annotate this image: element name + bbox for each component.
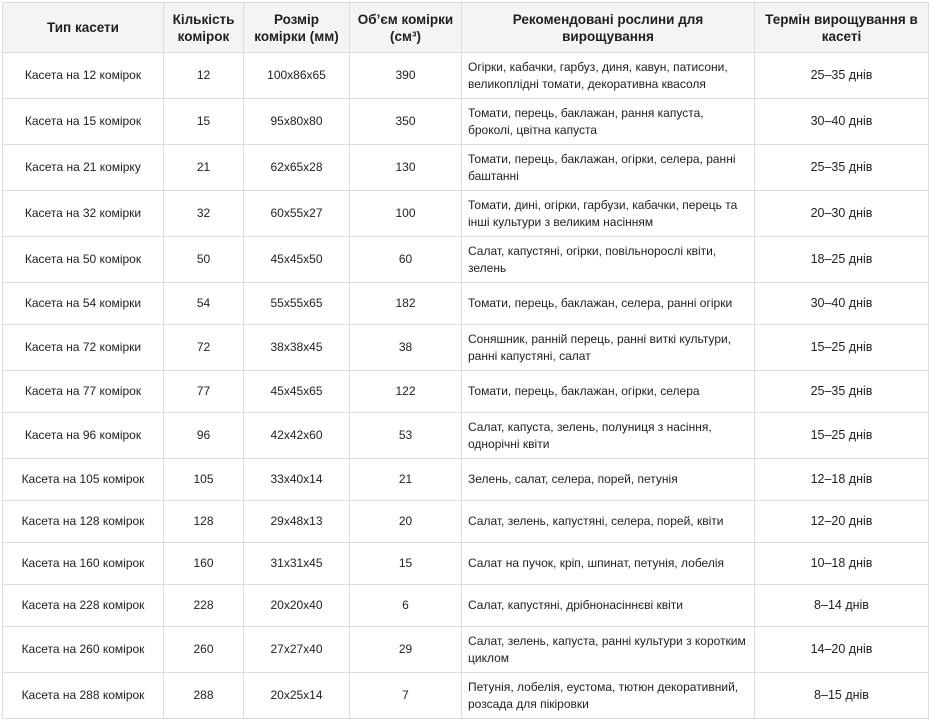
cell-volume: 100	[350, 191, 462, 237]
table-row	[3, 283, 929, 325]
cell-plants: Томати, перець, баклажан, рання капуста, броколі, цвітна капуста	[462, 99, 755, 145]
cell-size: 55x55x65	[244, 283, 350, 325]
cell-plants: Салат, капустяні, дрібнонасіннєві квіти	[462, 585, 755, 627]
cell-term: 30–40 днів	[755, 283, 929, 325]
cell-size: 100x86x65	[244, 53, 350, 99]
header-cell-count: Кількість комірок	[164, 3, 244, 53]
cell-volume: 350	[350, 99, 462, 145]
cell-plants: Салат, зелень, капустяні, селера, порей, квіти	[462, 501, 755, 543]
table-row	[3, 413, 929, 459]
cell-size: 33x40x14	[244, 459, 350, 501]
cell-term: 25–35 днів	[755, 371, 929, 413]
cell-size: 29x48x13	[244, 501, 350, 543]
table-row	[3, 585, 929, 627]
cell-plants: Соняшник, ранній перець, ранні виткі культури, ранні капустяні, салат	[462, 325, 755, 371]
cell-volume: 6	[350, 585, 462, 627]
cell-term: 8–15 днів	[755, 673, 929, 719]
cell-cassette-type: Касета на 228 комірок	[3, 585, 164, 627]
cell-size: 20x25x14	[244, 673, 350, 719]
cell-cassette-type: Касета на 77 комірок	[3, 371, 164, 413]
cell-cassette-type: Касета на 15 комірок	[3, 99, 164, 145]
table-row	[3, 371, 929, 413]
cell-count: 21	[164, 145, 244, 191]
cell-size: 95x80x80	[244, 99, 350, 145]
header-cassette-type: Тип касети	[3, 3, 164, 53]
cell-cassette-type: Касета на 32 комірки	[3, 191, 164, 237]
cell-cassette-type: Касета на 96 комірок	[3, 413, 164, 459]
cell-plants: Томати, перець, баклажан, огірки, селера, ранні баштанні	[462, 145, 755, 191]
cell-cassette-type: Касета на 54 комірки	[3, 283, 164, 325]
cell-size: 60x55x27	[244, 191, 350, 237]
cell-count: 54	[164, 283, 244, 325]
cell-term: 12–20 днів	[755, 501, 929, 543]
cell-plants: Томати, перець, баклажан, селера, ранні огірки	[462, 283, 755, 325]
cell-term: 8–14 днів	[755, 585, 929, 627]
table-row	[3, 459, 929, 501]
cell-count: 160	[164, 543, 244, 585]
cell-cassette-type: Касета на 105 комірок	[3, 459, 164, 501]
cell-term: 18–25 днів	[755, 237, 929, 283]
cell-size: 31x31x45	[244, 543, 350, 585]
cell-volume: 38	[350, 325, 462, 371]
cell-volume: 390	[350, 53, 462, 99]
table-row	[3, 627, 929, 673]
table-row	[3, 99, 929, 145]
cell-count: 77	[164, 371, 244, 413]
cell-size: 42x42x60	[244, 413, 350, 459]
cell-term: 30–40 днів	[755, 99, 929, 145]
header-cell-size: Розмір комірки (мм)	[244, 3, 350, 53]
cell-term: 20–30 днів	[755, 191, 929, 237]
cell-cassette-type: Касета на 21 комірку	[3, 145, 164, 191]
table-row	[3, 191, 929, 237]
cell-count: 12	[164, 53, 244, 99]
cell-size: 27x27x40	[244, 627, 350, 673]
cell-volume: 122	[350, 371, 462, 413]
cell-count: 228	[164, 585, 244, 627]
cell-cassette-type: Касета на 72 комірки	[3, 325, 164, 371]
cassette-table	[2, 2, 929, 719]
cell-size: 45x45x65	[244, 371, 350, 413]
table-row	[3, 673, 929, 719]
cell-plants: Петунія, лобелія, еустома, тютюн декоративний, розсада для пікіровки	[462, 673, 755, 719]
cell-volume: 21	[350, 459, 462, 501]
cell-size: 45x45x50	[244, 237, 350, 283]
cell-cassette-type: Касета на 12 комірок	[3, 53, 164, 99]
cell-count: 50	[164, 237, 244, 283]
cell-cassette-type: Касета на 50 комірок	[3, 237, 164, 283]
cell-plants: Томати, дині, огірки, гарбузи, кабачки, перець та інші культури з великим насінням	[462, 191, 755, 237]
cell-volume: 182	[350, 283, 462, 325]
cell-plants: Салат, капустяні, огірки, повільнорослі квіти, зелень	[462, 237, 755, 283]
cell-size: 20x20x40	[244, 585, 350, 627]
header-growing-term: Термін вирощування в касеті	[755, 3, 929, 53]
cell-size: 38x38x45	[244, 325, 350, 371]
cell-cassette-type: Касета на 128 комірок	[3, 501, 164, 543]
cell-count: 288	[164, 673, 244, 719]
cell-cassette-type: Касета на 160 комірок	[3, 543, 164, 585]
cell-plants: Зелень, салат, селера, порей, петунія	[462, 459, 755, 501]
cell-term: 25–35 днів	[755, 145, 929, 191]
cell-count: 96	[164, 413, 244, 459]
cell-volume: 60	[350, 237, 462, 283]
table-row	[3, 325, 929, 371]
cell-plants: Салат, зелень, капуста, ранні культури з коротким циклом	[462, 627, 755, 673]
cell-term: 12–18 днів	[755, 459, 929, 501]
cell-volume: 20	[350, 501, 462, 543]
cell-plants: Салат на пучок, кріп, шпинат, петунія, лобелія	[462, 543, 755, 585]
cell-volume: 15	[350, 543, 462, 585]
header-recommended-plants: Рекомендовані рослини для вирощування	[462, 3, 755, 53]
cell-count: 128	[164, 501, 244, 543]
table-header-row	[3, 3, 929, 53]
cell-count: 105	[164, 459, 244, 501]
cell-count: 260	[164, 627, 244, 673]
cell-volume: 7	[350, 673, 462, 719]
cell-volume: 130	[350, 145, 462, 191]
cell-term: 10–18 днів	[755, 543, 929, 585]
cell-plants: Томати, перець, баклажан, огірки, селера	[462, 371, 755, 413]
cell-count: 32	[164, 191, 244, 237]
cell-volume: 53	[350, 413, 462, 459]
cell-plants: Салат, капуста, зелень, полуниця з насіння, однорічні квіти	[462, 413, 755, 459]
table-row	[3, 501, 929, 543]
cell-count: 72	[164, 325, 244, 371]
table-row	[3, 543, 929, 585]
cell-volume: 29	[350, 627, 462, 673]
header-cell-volume: Об’єм комірки (см³)	[350, 3, 462, 53]
cell-cassette-type: Касета на 260 комірок	[3, 627, 164, 673]
cell-term: 14–20 днів	[755, 627, 929, 673]
cell-count: 15	[164, 99, 244, 145]
table-row	[3, 53, 929, 99]
cell-term: 15–25 днів	[755, 325, 929, 371]
cell-cassette-type: Касета на 288 комірок	[3, 673, 164, 719]
table-row	[3, 237, 929, 283]
cell-term: 25–35 днів	[755, 53, 929, 99]
cell-plants: Огірки, кабачки, гарбуз, диня, кавун, патисони, великоплідні томати, декоративна квасоля	[462, 53, 755, 99]
cell-term: 15–25 днів	[755, 413, 929, 459]
table-row	[3, 145, 929, 191]
cell-size: 62x65x28	[244, 145, 350, 191]
